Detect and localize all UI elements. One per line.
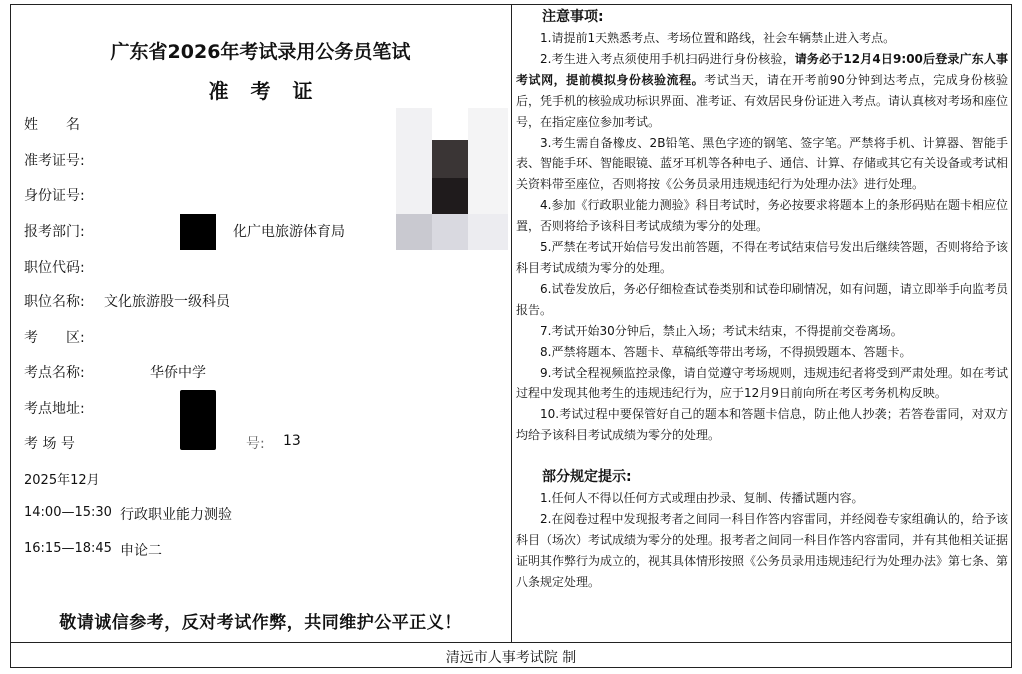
section-gap [516,446,1008,466]
notice-item-9: 9.考试全程视频监控录像，请自觉遵守考场规则，违规违纪者将受到严肃处理。如在考试过程中发现其他考生的违规违纪行为，应于12月9日前向所在考区考务机构反映。 [516,365,1008,401]
field-label-ticket-number: 准考证号: [24,153,85,169]
integrity-slogan: 敬请诚信参考，反对考试作弊，共同维护公平正义！ [59,613,462,633]
rules-title: 部分规定提示: [542,469,632,486]
ticket-subtitle: 准考证 [208,79,335,103]
photo-blur-2 [432,140,468,178]
exam-title: 广东省2026年考试录用公务员笔试 [110,41,411,63]
field-label-department: 报考部门: [24,224,85,240]
field-label-name: 姓 名 [24,117,80,133]
schedule-time-2: 16:15—18:45 [24,541,112,556]
notice-panel [516,6,1008,593]
notice-title: 注意事项: [542,9,604,25]
field-label-room-number: 考 场 号 [24,436,75,452]
photo-blur-1 [396,108,432,214]
venue-name-value: 华侨中学 [150,365,206,381]
seat-label-fragment: 号: [246,436,265,452]
notice-item-7: 7.考试开始30分钟后，禁止入场；考试未结束，不得提前交卷离场。 [540,323,903,338]
seat-number-value: 13 [283,433,301,449]
schedule-time-1: 14:00—15:30 [24,505,112,520]
photo-blur-3 [432,178,468,214]
issuer-footer: 清远市人事考试院 制 [445,650,577,666]
notice-item-2-emphasis: 请务必于12月4日9:00后登录广东人事考试网，提前模拟身份核验流程。 [516,51,1008,87]
photo-blur-5 [396,214,432,250]
photo-blur-7 [468,214,508,250]
schedule-subject-1: 行政职业能力测验 [120,507,232,523]
exam-date: 2025年12月 [24,473,100,488]
notice-item-3: 3.考生需自备橡皮、2B铅笔、黑色字迹的钢笔、签字笔。严禁将手机、计算器、智能手表、智能手环、智能眼镜、蓝牙耳机等各种电子、通信、计算、存储或其它有关设备或考试相关资料带至座位，否则将按《公务员录用违规违纪行为处理办法》进行处理。 [516,135,1009,192]
notice-item-6: 6.试卷发放后，务必仔细检查试卷类别和试卷印刷情况，如有问题，请立即举手向监考员报告。 [516,281,1008,317]
footer-divider [10,642,1012,643]
vertical-divider [511,4,512,642]
field-label-venue-address: 考点地址: [24,401,85,417]
rules-item-1: 1.任何人不得以任何方式或理由抄录、复制、传播试题内容。 [540,491,864,506]
redaction-address [180,390,216,450]
field-label-position-code: 职位代码: [24,260,85,276]
schedule-subject-2: 申论二 [120,543,162,559]
notice-item-10: 10.考试过程中要保管好自己的题本和答题卡信息，防止他人抄袭；若答卷雷同，对双方均给予该科目考试成绩为零分的处理。 [516,407,1008,443]
field-label-venue-name: 考点名称: [24,365,85,381]
field-label-position-name: 职位名称: [24,294,85,310]
field-label-exam-area: 考 区: [24,330,85,346]
redaction-department [180,214,216,250]
notice-item-4: 4.参加《行政职业能力测验》科目考试时，务必按要求将题本上的条形码贴在题卡相应位置，否则将给予该科目考试成绩为零分的处理。 [516,198,1008,234]
department-value: 化广电旅游体育局 [233,224,345,240]
position-name-value: 文化旅游股一级科员 [104,294,230,310]
notice-item-5: 5.严禁在考试开始信号发出前答题，不得在考试结束信号发出后继续答题，否则将给予该科目考试成绩为零分的处理。 [516,240,1008,275]
notice-item-1: 1.请提前1天熟悉考点、考场位置和路线，社会车辆禁止进入考点。 [540,31,896,45]
notice-item-2: 2.考生进入考点须使用手机扫码进行身份核验，请务必于12月4日9:00后登录广东人事考试网，提前模拟身份核验流程。考试当天，请在开考前90分钟到达考点，完成身份核验后，凭手机的核验成功标识界面、准考证、有效居民身份证进入考点。请认真核对考场和座位号，在指定座位参加考试。 [516,51,1009,129]
photo-blur-6 [432,214,468,250]
notice-item-8: 8.严禁将题本、答题卡、草稿纸等带出考场，不得损毁题本、答题卡。 [540,344,912,359]
photo-blur-4 [468,108,508,214]
rules-item-2: 2.在阅卷过程中发现报考者之间同一科目作答内容雷同，并经阅卷专家组确认的，给予该科目（场次）考试成绩为零分的处理。报考者之间同一科目作答内容雷同，并有其他相关证据证明其作弊行为成立的，视其具体情形按照《公务员录用违规违纪行为处理办法》第七条、第八条规定处理。 [516,512,1009,589]
field-label-id-number: 身份证号: [24,188,85,204]
